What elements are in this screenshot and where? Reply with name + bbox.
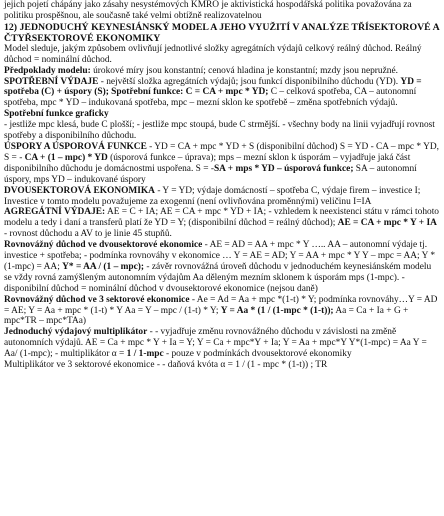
cutoff-line: Multiplikátor ve 3 sektorové ekonomice - - daňová kvóta α = 1 / (1 - mpc * (1-t)) ; TR: [4, 360, 328, 371]
aggregate-expenditure-label: AGREGÁTNÍ VÝDAJE:: [4, 207, 106, 218]
savings-label: ÚSPORY A ÚSPOROVÁ FUNKCE: [4, 141, 147, 152]
aggregate-expenditure-text-2: - rovnost důchodu a AV to je linie 45 stupňů.: [4, 229, 172, 240]
equilibrium-two-sector-paragraph: [4, 240, 440, 295]
equilibrium-two-sector-text-1: - AE = AD = AA + mpc * Y ….. AA – autonomní výdaje tj. investice + spotřeba; - podmínka rovnováhy v ekonomice … Y = AE = AD; Y = AA + mpc * Y Y – mpc = AA; Y * (1-mpc) = AA;: [4, 240, 436, 272]
assumptions-text: úrokové míry jsou konstantní; cenová hladina je konstantní; mzdy jsou nepružné.: [90, 65, 398, 76]
graph-paragraph: [4, 109, 440, 142]
savings-text-3: SA – autonomní úspory, mps YD – indukované úspory: [4, 163, 417, 185]
multiplier-text-2: - pouze v podmínkách dvousektorové ekonomiky: [163, 349, 352, 360]
aggregate-expenditure-paragraph: [4, 207, 440, 240]
savings-formula-1: CA + (1 – mpc) * YD: [24, 152, 108, 163]
two-sector-label: DVOUSEKTOROVÁ EKONOMIKA: [4, 185, 155, 196]
two-sector-text: - Y = YD; výdaje domácností – spotřeba C, výdaje firem – investice I; Investice v tomto modelu považujeme za exogenní (není ovlivňována proměnnými) veličinu I=IA: [4, 185, 421, 207]
equilibrium-three-sector-paragraph: [4, 295, 440, 328]
multiplier-formula: 1 / 1-mpc: [126, 349, 164, 360]
savings-formula-2: SA + mps * YD – úsporová funkce;: [213, 163, 354, 174]
multiplier-paragraph: [4, 327, 440, 360]
aggregate-expenditure-text-1: AE = C + IA; AE = CA + mpc * YD + IA; - vzhledem k neexistenci státu v rámci tohoto modelu a tedy i daní a transferů platí že YD = Y; (disponibilní důchod = reálný důchod);: [4, 207, 439, 229]
savings-text-1: - YD = CA + mpc * YD + S (disponibilní důchod) S = YD - CA – mpc * YD, S = -: [4, 141, 439, 163]
consumption-paragraph: [4, 77, 440, 110]
assumptions-paragraph: [4, 66, 440, 77]
equilibrium-three-sector-label: Rovnovážný důchod ve 3 sektorové ekonomice: [4, 294, 190, 305]
equilibrium-two-sector-formula: Y* = AA / (1 – mpc);: [62, 261, 145, 272]
graph-text: - jestliže mpc klesá, bude C plošší; - jestliže mpc stoupá, bude C strmější. - všechny body na linii vyjadřují rovnost spotřeby a disponibilního důchodu.: [4, 120, 435, 142]
equilibrium-two-sector-text-2: - závěr rovnovážná úroveň důchodu v jednoduchém keynesiánském modelu se vždy rovná zamýšleným autonomním výdajům Aa děleným mezním sklonem k úsporám mps (1-mpc). - disponibilní důchod = nominální důchod v dvousektorové ekonomice (nejsou daně): [4, 261, 432, 294]
consumption-label: SPOTŘEBNÍ VÝDAJE: [4, 76, 99, 87]
equilibrium-two-sector-label: Rovnovážný důchod ve dvousektorové ekonomice: [4, 240, 203, 251]
graph-label: Spotřební funkce graficky: [4, 109, 109, 120]
equilibrium-three-sector-formula: Y = Aa * (1 / (1-mpc * (1-t));: [220, 305, 334, 316]
consumption-text-1: - největší složka agregátních výdajů; jsou funkcí disponibilního důchodu (YD).: [98, 76, 401, 87]
two-sector-paragraph: [4, 186, 440, 208]
intro-paragraph: [4, 0, 440, 22]
multiplier-label: Jednoduchý výdajový multiplikátor: [4, 327, 148, 338]
savings-text-2: (úsporová funkce – úprava); mps – mezní sklon k úsporám – vyjadřuje jaká část disponibilního důchodu je domácnostmi uspořena. S = -: [4, 152, 411, 174]
intro-text: jejich pojetí chápány jako zásahy nesystémových KMRO je aktivistická hospodářská politika považována za politiku prospěšnou, ale současně také velmi obtížně realizovatelnou: [4, 0, 412, 21]
consumption-formula: YD = spotřeba (C) + úspory (S); Spotřební funkce: C = CA + mpc * YD;: [4, 76, 422, 98]
section-heading: 12) JEDNODUCHÝ KEYNESIÁNSKÝ MODEL A JEHO VYUŽITÍ V ANALÝZE TŘÍSEKTOROVÉ A ČTYŘSEKTOROVÉ EKONOMIKY: [4, 21, 440, 44]
model-paragraph: Model sleduje, jakým způsobem ovlivňují jednotlivé složky agregátních výdajů celkový reálný důchod. Reálný důchod = nominální důchod.: [4, 43, 422, 65]
equilibrium-three-sector-text-1: - Ae = Ad = Aa + mpc *(1-t) * Y; podmínka rovnováhy…Y = AD = AE; Y = Aa + mpc * (1-t) * Y Aa = Y – mpc / (1-t) * Y;: [4, 294, 438, 316]
aggregate-expenditure-formula: AE = CA + mpc * Y + IA: [337, 218, 437, 229]
assumptions-label: Předpoklady modelu:: [4, 65, 91, 76]
multiplier-text-1: - - vyjadřuje změnu rovnovážného důchodu v závislosti na změně autonomních výdajů. AE = Ca + mpc * Y + Ia = Y; Y = Ca + mpc*Y + Ia; Y = Aa + mpc*Y Y*(1-mpc) = Aa Y = Aa/ (1-mpc); - multiplikátor α =: [4, 327, 427, 360]
savings-paragraph: [4, 142, 440, 186]
equilibrium-three-sector-text-2: Aa = Ca + Ia + G + mpc*TR – mpc*TAa): [4, 305, 409, 327]
consumption-text-2: C – celková spotřeba, CA – autonomní spotřeba, mpc * YD – indukovaná spotřeba, mpc – mezní sklon ke spotřebě – změna spotřebních výdajů.: [4, 87, 417, 109]
